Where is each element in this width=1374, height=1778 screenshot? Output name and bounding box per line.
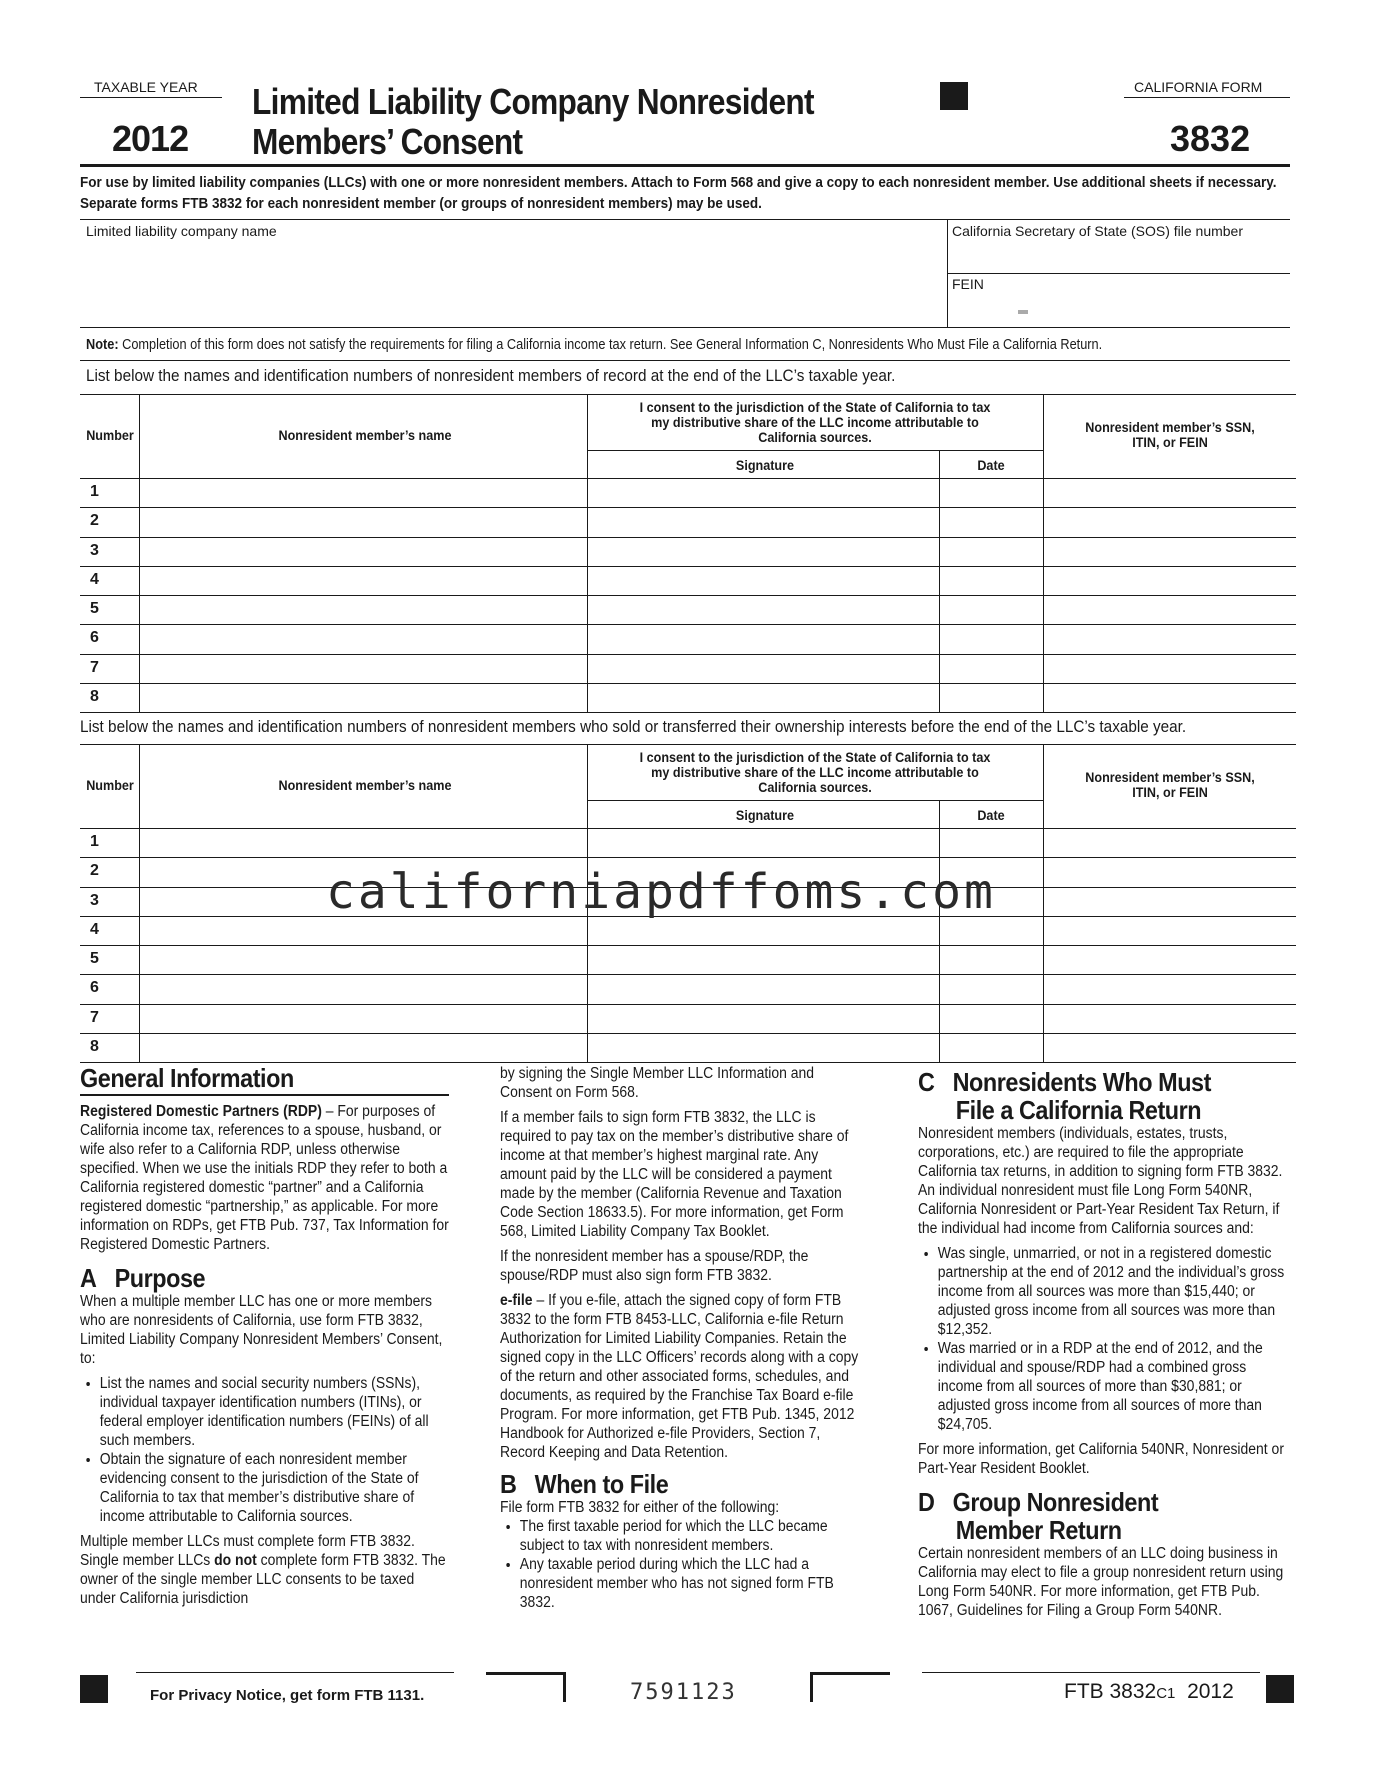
taxable-year-rule xyxy=(80,97,222,98)
form-title-line1: Limited Liability Company Nonresident xyxy=(252,81,814,122)
section-d-title1: Group Nonresident xyxy=(952,1487,1159,1517)
table2-col-date: Date xyxy=(977,807,1005,823)
form-id xyxy=(1064,1680,1234,1704)
row-signature-field[interactable] xyxy=(588,479,939,506)
row-number: 8 xyxy=(90,1037,99,1055)
section-a-text: When a multiple member LLC has one or more members who are nonresidents of California, use form FTB 3832, Limited Liability Company Nonresident Members’ Consent, to: xyxy=(80,1293,443,1367)
watermark: californiapdffoms.com xyxy=(326,864,996,920)
california-form-label: CALIFORNIA FORM xyxy=(1134,79,1263,95)
sos-file-number-field[interactable] xyxy=(952,243,1288,271)
row-id-field[interactable] xyxy=(1044,508,1296,535)
row-id-field[interactable] xyxy=(1044,684,1296,711)
row-name-field[interactable] xyxy=(140,946,587,973)
section-c-bullet2: • Was married or in a RDP at the end of 2012, and the individual and spouse/RDP had a combined gross income from all sources of more than $30,881; or adjusted gross income from all sources of more than $24,705. xyxy=(938,1339,1287,1434)
california-form-rule xyxy=(1124,97,1290,98)
section-b-bullet2: • Any taxable period during which the LLC had a nonresident member who has not signed form FTB 3832. xyxy=(520,1555,860,1612)
table1-col-date: Date xyxy=(977,457,1005,473)
row-date-field[interactable] xyxy=(940,684,1043,711)
row-number: 4 xyxy=(90,570,99,588)
rdp-label: Registered Domestic Partners (RDP) xyxy=(80,1103,322,1120)
row-name-field[interactable] xyxy=(140,479,587,506)
table2-col-id: Nonresident member’s SSN, ITIN, or FEIN xyxy=(1085,769,1255,800)
row-number: 1 xyxy=(90,833,99,850)
table2-col-number: Number xyxy=(86,777,134,793)
section-b-bullet1: • The first taxable period for which the LLC became subject to tax with nonresident members. xyxy=(520,1517,860,1555)
efile-label: e-file xyxy=(500,1292,533,1309)
row-id-field[interactable] xyxy=(1044,946,1296,973)
footer-bracket-right-side xyxy=(810,1672,813,1702)
footer-rule-left xyxy=(136,1672,454,1673)
row-signature-field[interactable] xyxy=(588,917,939,944)
fein-label: FEIN xyxy=(952,276,984,292)
note xyxy=(86,336,1102,353)
row-date-field[interactable] xyxy=(940,596,1043,623)
table1-col-name: Nonresident member’s name xyxy=(278,427,452,443)
footer-mark-right xyxy=(1266,1675,1294,1703)
row-id-field[interactable] xyxy=(1044,567,1296,594)
note-rule xyxy=(80,360,1290,361)
fields-bottom-rule xyxy=(80,327,1290,328)
section-b-heading xyxy=(500,1470,860,1498)
footer-bracket-left-top xyxy=(486,1672,566,1675)
row-id-field[interactable] xyxy=(1044,888,1296,915)
row-id-field[interactable] xyxy=(1044,1005,1296,1032)
section-b-title: When to File xyxy=(534,1469,669,1499)
row-date-field[interactable] xyxy=(940,625,1043,652)
form-title-line2: Members’ Consent xyxy=(252,121,523,162)
row-id-field[interactable] xyxy=(1044,655,1296,682)
section-a-multi-bold: do not xyxy=(214,1552,257,1569)
row-id-field[interactable] xyxy=(1044,538,1296,565)
section-a-multi-2: complete form FTB 3832. The owner of the single member LLC consents to be taxed under California jurisdiction xyxy=(80,1552,446,1607)
general-info-heading: General Information xyxy=(80,1064,449,1096)
row-name-field[interactable] xyxy=(140,1005,587,1032)
col2-p3: If the nonresident member has a spouse/RDP, the spouse/RDP must also sign form FTB 3832. xyxy=(500,1248,809,1284)
footer-bracket-right-top xyxy=(810,1672,890,1675)
general-info-column1 xyxy=(80,1064,449,1614)
efile-text: – If you e-file, attach the signed copy of form FTB 3832 to the form FTB 8453-LLC, California e-file Return Authorization for Limited Liability Companies. Retain the signed copy in the LLC Officers’ records along with a copy of the return and other associated forms, schedules, and documents, as required by the Franchise Tax Board e-file Program. For more information, get FTB Pub. 1345, 2012 Handbook for Authorized e-file Providers, Section 7, Record Keeping and Data Retention. xyxy=(500,1292,859,1461)
row-name-field[interactable] xyxy=(140,684,587,711)
section-c-more: For more information, get California 540NR, Nonresident or Part-Year Resident Booklet. xyxy=(918,1441,1284,1477)
section-b-text: File form FTB 3832 for either of the following: xyxy=(500,1499,780,1516)
row-number: 3 xyxy=(90,891,99,909)
section-b-letter: B xyxy=(500,1469,517,1499)
table2-heading: List below the names and identification numbers of nonresident members who sold or transferred their ownership interests before the end of the LLC’s taxable year. xyxy=(80,717,1187,736)
rdp-text: – For purposes of California income tax, references to a spouse, husband, or wife also refer to a California RDP, unless otherwise specified. When we use the initials RDP they refer to both a California registered domestic “partner” and a California registered domestic “partnership,” as applicable. For more information on RDPs, get FTB Pub. 737, Tax Information for Registered Domestic Partners. xyxy=(80,1103,449,1253)
section-b-list xyxy=(500,1517,860,1612)
form-title xyxy=(252,82,814,162)
section-a-multi-1: Multiple member LLCs must complete form FTB 3832. Single member LLCs xyxy=(80,1533,415,1569)
row-signature-field[interactable] xyxy=(588,946,939,973)
section-d-letter: D xyxy=(918,1487,935,1517)
col2-p1: by signing the Single Member LLC Information and Consent on Form 568. xyxy=(500,1065,815,1101)
row-signature-field[interactable] xyxy=(588,829,939,856)
row-id-field[interactable] xyxy=(1044,625,1296,652)
members-of-record-table xyxy=(80,394,1296,712)
row-number: 5 xyxy=(90,950,99,967)
row-id-field[interactable] xyxy=(1044,829,1296,856)
row-id-field[interactable] xyxy=(1044,917,1296,944)
row-number: 2 xyxy=(90,862,99,880)
section-a-list xyxy=(80,1374,449,1526)
section-c-text: Nonresident members (individuals, estates, trusts, corporations, etc.) are required to file the appropriate California tax returns, in addition to signing form FTB 3832. An individual nonresident must file Long Form 540NR, California Nonresident or Part-Year Resident Tax Return, if the individual had income from California sources and: xyxy=(918,1125,1283,1237)
section-a-title: Purpose xyxy=(114,1263,206,1293)
row-number: 8 xyxy=(90,687,99,705)
row-id-field[interactable] xyxy=(1044,596,1296,623)
row-name-field[interactable] xyxy=(140,596,587,623)
form-instructions: For use by limited liability companies (LLCs) with one or more nonresident members. Attach to Form 568 and give a copy to each nonresident member. Use additional sheets if necessary. Separate forms FTB 3832 for each nonresident member (or groups of nonresident members) may be used. xyxy=(80,174,1277,212)
footer-rule-right xyxy=(922,1672,1260,1673)
row-date-field[interactable] xyxy=(940,567,1043,594)
note-label: Note: xyxy=(86,336,119,353)
taxable-year: 2012 xyxy=(112,118,189,159)
section-c-title1: Nonresidents Who Must xyxy=(952,1067,1211,1097)
row-date-field[interactable] xyxy=(940,975,1043,1002)
form-id-sub: C1 xyxy=(1156,1685,1176,1702)
row-signature-field[interactable] xyxy=(588,596,939,623)
table1-col-signature: Signature xyxy=(735,457,795,473)
table1-col-consent: I consent to the jurisdiction of the State of California to tax my distributive share of the LLC income attributable to California sources. xyxy=(639,399,991,445)
section-d-text: Certain nonresident members of an LLC doing business in California may elect to file a group nonresident return using Long Form 540NR. For more information, get FTB Pub. 1067, Guidelines for Filing a Group Form 540NR. xyxy=(918,1545,1284,1619)
section-c-heading xyxy=(918,1068,1287,1124)
row-name-field[interactable] xyxy=(140,917,587,944)
row-signature-field[interactable] xyxy=(588,508,939,535)
table1-col-number: Number xyxy=(86,427,134,443)
form-id-main: FTB 3832 xyxy=(1064,1680,1157,1703)
sos-file-number-label: California Secretary of State (SOS) file number xyxy=(952,223,1244,239)
table1-heading: List below the names and identification numbers of nonresident members of record at the end of the LLC’s taxable year. xyxy=(86,366,896,385)
row-number: 4 xyxy=(90,920,99,938)
table1-col-id: Nonresident member’s SSN, ITIN, or FEIN xyxy=(1085,419,1255,450)
section-a-multi xyxy=(80,1532,449,1608)
header-rule xyxy=(80,164,1290,167)
row-signature-field[interactable] xyxy=(588,538,939,565)
row-number: 6 xyxy=(90,979,99,997)
fein-field[interactable] xyxy=(952,296,1288,324)
fein-dash xyxy=(1018,310,1028,314)
row-id-field[interactable] xyxy=(1044,858,1296,885)
row-date-field[interactable] xyxy=(940,829,1043,856)
row-name-field[interactable] xyxy=(140,625,587,652)
row-signature-field[interactable] xyxy=(588,1005,939,1032)
table2-col-signature: Signature xyxy=(735,807,795,823)
table2-col-consent: I consent to the jurisdiction of the State of California to tax my distributive share of the LLC income attributable to California sources. xyxy=(639,749,991,795)
row-date-field[interactable] xyxy=(940,655,1043,682)
section-a-bullet1: • List the names and social security numbers (SSNs), individual taxpayer identification numbers (ITINs), or federal employer identification numbers (FEINs) of all such members. xyxy=(100,1374,449,1450)
registration-mark xyxy=(940,82,968,110)
row-date-field[interactable] xyxy=(940,538,1043,565)
row-number: 3 xyxy=(90,541,99,559)
row-number: 1 xyxy=(90,483,99,500)
form-number: 3832 xyxy=(1170,118,1251,159)
row-name-field[interactable] xyxy=(140,567,587,594)
row-name-field[interactable] xyxy=(140,655,587,682)
row-signature-field[interactable] xyxy=(588,684,939,711)
row-name-field[interactable] xyxy=(140,829,587,856)
fields-top-rule xyxy=(80,219,1290,220)
row-id-field[interactable] xyxy=(1044,479,1296,506)
row-number: 6 xyxy=(90,629,99,647)
footer-bracket-left-side xyxy=(563,1672,566,1702)
row-date-field[interactable] xyxy=(940,479,1043,506)
row-id-field[interactable] xyxy=(1044,975,1296,1002)
section-a-heading xyxy=(80,1264,449,1292)
general-info-column3 xyxy=(918,1068,1287,1626)
row-name-field[interactable] xyxy=(140,1034,587,1061)
form-code: 7591123 xyxy=(630,1680,737,1705)
row-signature-field[interactable] xyxy=(588,567,939,594)
section-c-title2: File a California Return xyxy=(955,1095,1202,1125)
privacy-notice: For Privacy Notice, get form FTB 1131. xyxy=(150,1687,425,1704)
table-bottom-rule xyxy=(80,712,1296,713)
row-date-field[interactable] xyxy=(940,1034,1043,1061)
general-info-column2 xyxy=(500,1064,860,1618)
llc-name-field[interactable] xyxy=(86,244,936,324)
col2-p2: If a member fails to sign form FTB 3832, the LLC is required to pay tax on the member’s distributive share of income at that member’s highest marginal rate. Any amount paid by the LLC will be considered a payment made by the member (California Revenue and Taxation Code Section 18633.5). For more information, get Form 568, Limited Liability Company Tax Booklet. xyxy=(500,1109,849,1240)
row-id-field[interactable] xyxy=(1044,1034,1296,1061)
table2-col-name: Nonresident member’s name xyxy=(278,777,452,793)
row-number: 7 xyxy=(90,1008,99,1026)
row-name-field[interactable] xyxy=(140,508,587,535)
row-date-field[interactable] xyxy=(940,946,1043,973)
section-d-heading xyxy=(918,1488,1287,1544)
row-date-field[interactable] xyxy=(940,917,1043,944)
form-id-year: 2012 xyxy=(1187,1680,1234,1703)
note-text: Completion of this form does not satisfy the requirements for filing a California income tax return. See General Information C, Nonresidents Who Must File a California Return. xyxy=(118,336,1103,353)
row-signature-field[interactable] xyxy=(588,655,939,682)
row-signature-field[interactable] xyxy=(588,625,939,652)
row-number: 7 xyxy=(90,658,99,676)
efile-paragraph xyxy=(500,1291,860,1462)
section-d-title2: Member Return xyxy=(955,1515,1122,1545)
row-signature-field[interactable] xyxy=(588,1034,939,1061)
section-a-bullet2: • Obtain the signature of each nonresident member evidencing consent to the jurisdiction of the State of California to tax that member’s distributive share of income attributable to California sources. xyxy=(100,1450,449,1526)
row-name-field[interactable] xyxy=(140,975,587,1002)
row-date-field[interactable] xyxy=(940,508,1043,535)
sos-rule xyxy=(947,273,1290,274)
section-c-letter: C xyxy=(918,1067,935,1097)
row-name-field[interactable] xyxy=(140,538,587,565)
footer-mark-left xyxy=(80,1675,108,1703)
row-signature-field[interactable] xyxy=(588,975,939,1002)
section-c-list xyxy=(918,1244,1287,1434)
section-a-letter: A xyxy=(80,1263,97,1293)
rdp-paragraph xyxy=(80,1102,449,1254)
taxable-year-label: TAXABLE YEAR xyxy=(94,79,198,95)
row-date-field[interactable] xyxy=(940,1005,1043,1032)
section-c-bullet1: • Was single, unmarried, or not in a registered domestic partnership at the end of 2012 and the individual’s gross income from all sources was more than $15,440; or adjusted gross income from all sources was more than $12,352. xyxy=(938,1244,1287,1339)
row-number: 5 xyxy=(90,600,99,617)
row-number: 2 xyxy=(90,512,99,530)
llc-name-label: Limited liability company name xyxy=(86,223,277,239)
